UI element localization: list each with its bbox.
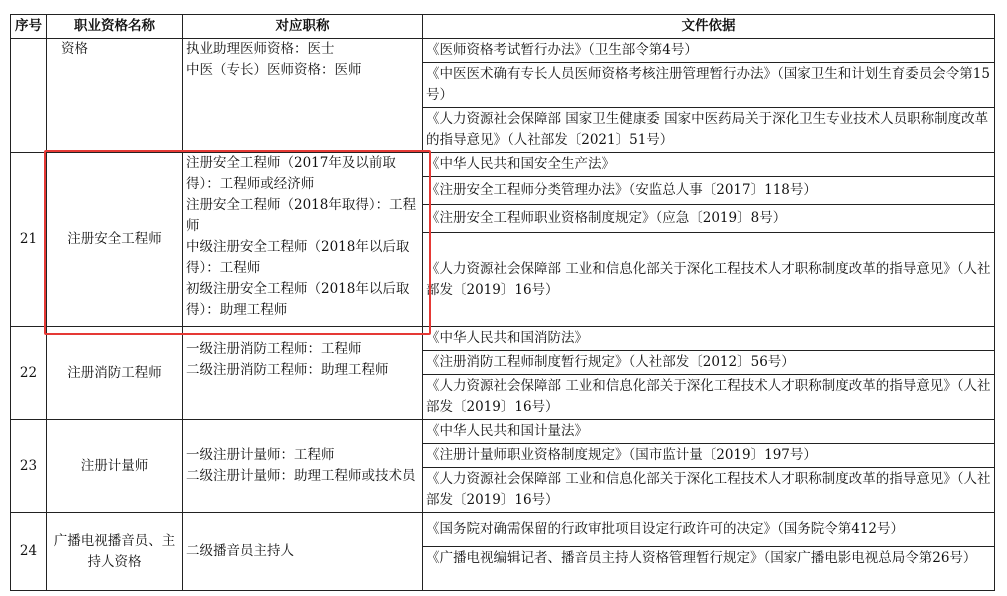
doc-cell: 《人力资源社会保障部 工业和信息化部关于深化工程技术人才职称制度改革的指导意见》（人社部发〔2019〕16号） [423, 233, 995, 327]
qualification-table [10, 14, 995, 591]
doc-cell: 《人力资源社会保障部 工业和信息化部关于深化工程技术人才职称制度改革的指导意见》（人社部发〔2019〕16号） [423, 375, 995, 420]
doc-cell: 《注册安全工程师职业资格制度规定》（应急〔2019〕8号） [423, 205, 995, 233]
header-basis: 文件依据 [423, 15, 995, 39]
doc-cell: 《中医医术确有专长人员医师资格考核注册管理暂行办法》（国家卫生和计划生育委员会令第15号） [423, 63, 995, 108]
row-titles [183, 39, 423, 153]
doc-cell: 《中华人民共和国计量法》 [423, 420, 995, 444]
header-index: 序号 [11, 15, 47, 39]
header-title: 对应职称 [183, 15, 423, 39]
doc-cell: 《医师资格考试暂行办法》（卫生部令第4号） [423, 39, 995, 63]
doc-cell: 《注册计量师职业资格制度规定》（国市监计量〔2019〕197号） [423, 444, 995, 468]
row-titles [183, 420, 423, 513]
doc-cell: 《人力资源社会保障部 国家卫生健康委 国家中医药局关于深化卫生专业技术人员职称制度改革的指导意见》（人社部发〔2021〕51号） [423, 108, 995, 153]
row-qualification: 广播电视播音员、主持人资格 [47, 513, 183, 591]
row-index [11, 39, 47, 153]
doc-cell: 《注册消防工程师制度暂行规定》（人社部发〔2012〕56号） [423, 351, 995, 375]
doc-cell: 《广播电视编辑记者、播音员主持人资格管理暂行规定》（国家广播电影电视总局令第26号） [423, 547, 995, 591]
doc-cell: 《中华人民共和国安全生产法》 [423, 153, 995, 177]
title-line: 执业助理医师资格：医士 [186, 41, 335, 57]
row-qualification: 注册消防工程师 [47, 327, 183, 420]
row-titles [183, 513, 423, 591]
table-row [11, 327, 995, 351]
title-line: 注册安全工程师（2017年及以前取得）：工程师或经济师 [186, 155, 396, 192]
table-header-row [11, 15, 995, 39]
qualification-text: 资格 [61, 41, 88, 57]
title-line: 一级注册消防工程师：工程师 [186, 341, 362, 357]
doc-cell: 《人力资源社会保障部 工业和信息化部关于深化工程技术人才职称制度改革的指导意见》（人社部发〔2019〕16号） [423, 468, 995, 513]
row-qualification: 注册计量师 [47, 420, 183, 513]
table-row [11, 513, 995, 547]
title-line: 中级注册安全工程师（2018年以后取得）：工程师 [186, 239, 410, 276]
row-qualification [47, 39, 183, 153]
table-row [11, 153, 995, 177]
row-index: 24 [11, 513, 47, 591]
row-index: 22 [11, 327, 47, 420]
row-index: 21 [11, 153, 47, 327]
header-qualification: 职业资格名称 [47, 15, 183, 39]
row-titles [183, 327, 423, 420]
table-row [11, 39, 995, 63]
title-line: 中医（专长）医师资格：医师 [186, 62, 362, 78]
row-qualification: 注册安全工程师 [47, 153, 183, 327]
doc-cell: 《注册安全工程师分类管理办法》（安监总人事〔2017〕118号） [423, 177, 995, 205]
title-line: 二级注册消防工程师：助理工程师 [186, 362, 389, 378]
table-row [11, 420, 995, 444]
row-titles [183, 153, 423, 327]
title-line: 注册安全工程师（2018年取得）：工程师 [186, 197, 417, 234]
title-line: 二级播音员主持人 [186, 543, 294, 559]
title-line: 一级注册计量师：工程师 [186, 447, 335, 463]
row-index: 23 [11, 420, 47, 513]
title-line: 初级注册安全工程师（2018年以后取得）：助理工程师 [186, 281, 410, 318]
doc-cell: 《国务院对确需保留的行政审批项目设定行政许可的决定》（国务院令第412号） [423, 513, 995, 547]
title-line: 二级注册计量师：助理工程师或技术员 [186, 468, 416, 484]
doc-cell: 《中华人民共和国消防法》 [423, 327, 995, 351]
